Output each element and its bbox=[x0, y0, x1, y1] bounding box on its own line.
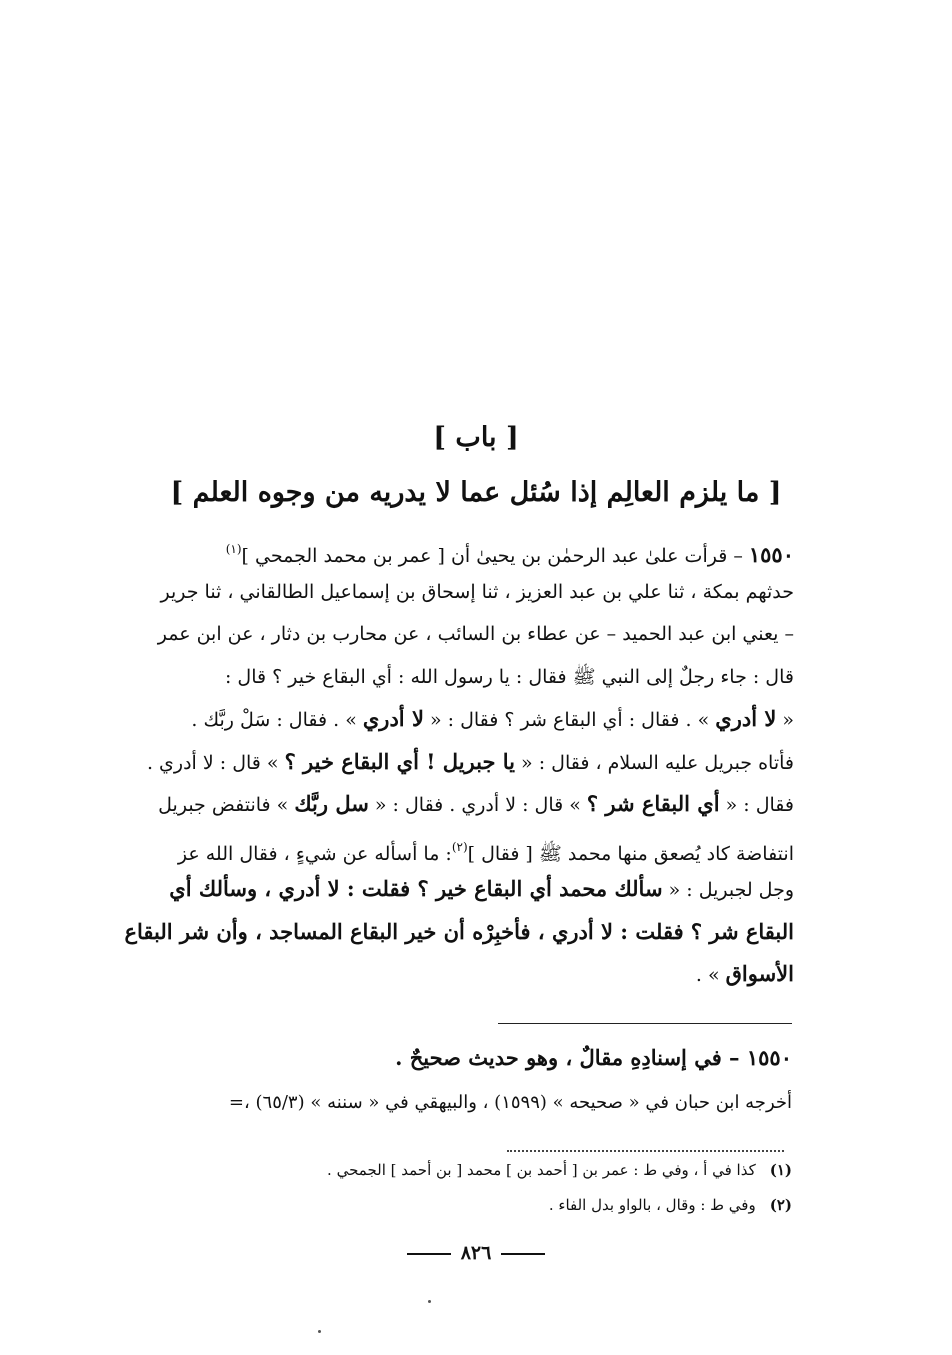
hadith-line bbox=[100, 911, 794, 954]
bold-text: أي البقاع شر ؟ bbox=[586, 791, 720, 816]
footnote-text: وفي ط : وقال ، بالواو بدل الفاء . bbox=[548, 1196, 756, 1214]
hadith-line bbox=[100, 826, 794, 869]
hadith-line bbox=[100, 528, 794, 571]
footnote-2 bbox=[549, 1192, 792, 1218]
hadith-line bbox=[100, 953, 794, 996]
bold-text: سألك محمد أي البقاع خير ؟ فقلت : لا أدري ، وسألك أي bbox=[169, 876, 663, 901]
bold-text: يا جبريل ! أي البقاع خير ؟ bbox=[284, 748, 516, 774]
footnote-ref: (١) bbox=[225, 542, 242, 556]
text-segment: » . فقال : سَلْ ربَّك . bbox=[191, 709, 363, 731]
bold-text: لا أدري bbox=[362, 706, 424, 731]
bold-text: ١٥٥٠ bbox=[748, 542, 794, 567]
footnote-text: كذا في أ ، وفي ط : عمر بن [ أحمد بن ] محمد [ بن أحمد ] الجمحي . bbox=[327, 1161, 756, 1179]
hadith-line bbox=[100, 741, 794, 784]
dash-right bbox=[407, 1253, 451, 1255]
hadith-line bbox=[100, 868, 794, 911]
bold-text: لا أدري bbox=[715, 706, 777, 731]
page-number-value: ٨٢٦ bbox=[460, 1242, 492, 1264]
text-segment: » قال : لا أدري . فقال : « bbox=[368, 794, 587, 816]
footnote-number: (٢) bbox=[769, 1196, 792, 1214]
hadith-line bbox=[100, 783, 794, 826]
text-segment: : ما أسأله عن شيءٍ ، فقال الله عز bbox=[177, 842, 452, 865]
commentary-separator bbox=[498, 1023, 792, 1024]
text-segment: – يعني ابن عبد الحميد – عن عطاء بن السائب ، عن محارب بن دثار ، عن ابن عمر bbox=[157, 623, 794, 645]
hadith-line bbox=[100, 613, 794, 656]
page-number bbox=[0, 1238, 952, 1268]
text-segment: » . فقال : أي البقاع شر ؟ فقال : « bbox=[423, 709, 716, 731]
text-segment: قال : جاء رجلٌ إلى النبي ﷺ فقال : يا رسول الله : أي البقاع خير ؟ قال : bbox=[224, 665, 794, 688]
text-segment: انتفاضة كاد يُصعق منها محمد ﷺ [ فقال ] bbox=[467, 842, 794, 865]
dash-left bbox=[501, 1253, 545, 1255]
bold-text: الأسواق bbox=[725, 961, 794, 986]
chapter-title: [ ما يلزم العالِم إذا سُئل عما لا يدريه من وجوه العلم ] bbox=[170, 477, 782, 508]
text-segment: » قال : لا أدري . bbox=[146, 751, 285, 774]
scan-speck bbox=[318, 1330, 321, 1333]
text-segment: « bbox=[776, 709, 794, 731]
text-segment: فقال : « bbox=[719, 794, 794, 816]
bold-text: البقاع شر ؟ فقلت : لا أدري ، فأخبِرْه أن خير البقاع المساجد ، وأن شر البقاع bbox=[124, 918, 794, 944]
hadith-line bbox=[100, 571, 794, 614]
text-segment: – قرأت علىٰ عبد الرحمٰن بن يحيىٰ أن [ عمر بن محمد الجمحي ] bbox=[241, 545, 749, 567]
footnote-1 bbox=[327, 1157, 792, 1183]
hadith-text bbox=[100, 528, 794, 996]
chapter-label: [ باب ] bbox=[433, 422, 519, 453]
scan-speck bbox=[428, 1300, 431, 1303]
text-segment: » . bbox=[695, 964, 726, 986]
commentary-heading: ١٥٥٠ – في إسنادِهِ مقالٌ ، وهو حديث صحيحٌ . bbox=[395, 1045, 792, 1070]
text-segment: حدثهم بمكة ، ثنا علي بن عبد العزيز ، ثنا إسحاق بن إسماعيل الطالقاني ، ثنا جرير bbox=[160, 580, 794, 603]
text-segment: فأتاه جبريل عليه السلام ، فقال : « bbox=[515, 751, 794, 774]
footnote-ref: (٢) bbox=[451, 839, 468, 854]
footnote-number: (١) bbox=[769, 1161, 792, 1179]
hadith-line bbox=[100, 656, 794, 699]
bold-text: سل ربَّك bbox=[294, 791, 369, 816]
footnote-separator bbox=[507, 1150, 784, 1152]
text-segment: » فانتفض جبريل bbox=[158, 794, 295, 816]
text-segment: وجل لجبريل : « bbox=[662, 879, 794, 901]
commentary-text: أخرجه ابن حبان في « صحيحه » (١٥٩٩) ، والبيهقي في « سننه » (٦٥/٣) ،= bbox=[228, 1092, 792, 1113]
hadith-line bbox=[100, 698, 794, 741]
